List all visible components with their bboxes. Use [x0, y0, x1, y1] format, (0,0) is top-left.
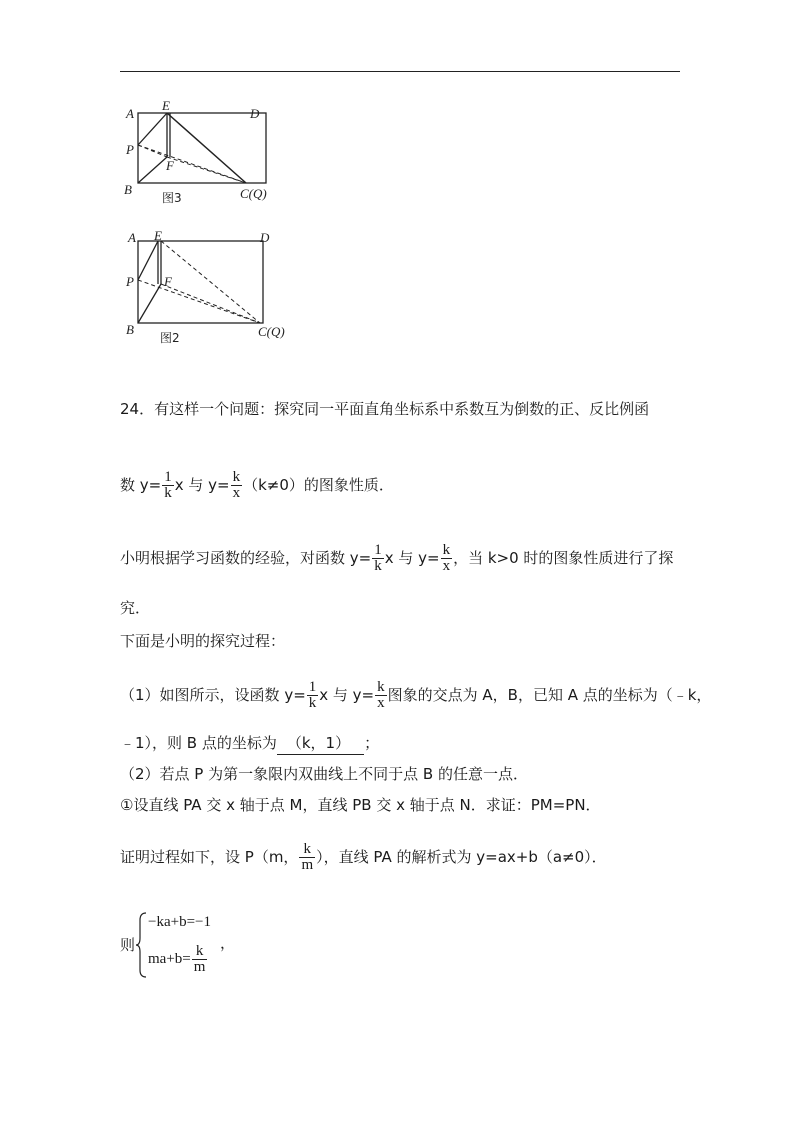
- fig2-label-D: D: [260, 230, 270, 245]
- fraction-numerator: 1: [164, 469, 172, 485]
- q24-line-2-text-b: x 与 y=: [174, 476, 230, 494]
- figure-3-diagram: [120, 100, 290, 210]
- system-row-2: [148, 944, 208, 975]
- q24-line-6-text-c: 图象的交点为 A，B，已知 A 点的坐标为（﹣k，: [387, 686, 712, 704]
- q24-line-3-text-b: x 与 y=: [384, 549, 440, 567]
- fraction-numerator: k: [377, 679, 385, 695]
- fig2-label-P: P: [126, 274, 134, 289]
- fig2-label-A: A: [128, 230, 136, 245]
- fraction-denominator: x: [232, 485, 241, 501]
- fraction-1-over-k: [307, 680, 319, 711]
- fraction-k-over-x: [231, 470, 243, 501]
- fig3-caption: 图3: [162, 191, 182, 205]
- q24-line-7-text-a: ﹣1），则 B 点的坐标为: [120, 734, 277, 752]
- fraction-denominator: k: [164, 485, 172, 501]
- fraction-denominator: k: [308, 695, 317, 711]
- q24-line-2-text-c: （k≠0）的图象性质．: [243, 476, 394, 494]
- fraction-denominator: m: [193, 959, 206, 975]
- fraction-k-over-m: [192, 944, 208, 975]
- fraction-numerator: k: [442, 542, 451, 558]
- fig3-label-B: B: [124, 182, 132, 197]
- system-tail: ，: [220, 934, 236, 952]
- q24-line-3-text-c: ，当 k>0 时的图象性质进行了探: [453, 549, 674, 567]
- figure-2-diagram: [120, 228, 290, 346]
- q24-line-3: [120, 543, 673, 574]
- fig2-label-E: E: [154, 228, 162, 243]
- fraction-denominator: k: [374, 558, 382, 574]
- q24-line-8: （2）若点 P 为第一象限内双曲线上不同于点 B 的任意一点．: [120, 765, 528, 783]
- fig3-label-A: A: [126, 106, 134, 121]
- q24-line-6-text-b: x 与 y=: [319, 686, 375, 704]
- q24-line-3-text-a: 小明根据学习函数的经验，对函数 y=: [120, 549, 372, 567]
- q24-line-5: 下面是小明的探究过程：: [120, 632, 286, 650]
- fraction-numerator: 1: [308, 679, 317, 695]
- figure-2: [120, 228, 290, 346]
- fraction-k-over-x: [441, 543, 453, 574]
- q24-line-7-text-c: ；: [364, 734, 380, 752]
- q24-line-1: 24．有这样一个问题：探究同一平面直角坐标系中系数互为倒数的正、反比例函: [120, 400, 650, 418]
- fraction-denominator: x: [442, 558, 451, 574]
- fraction-denominator: x: [377, 695, 385, 711]
- system-row-1: −ka+b=−1: [148, 914, 211, 930]
- fraction-1-over-k: [162, 470, 174, 501]
- fig2-label-B: B: [126, 322, 134, 337]
- fig3-label-D: D: [250, 106, 260, 121]
- fraction-numerator: k: [299, 842, 315, 858]
- fig3-label-F: F: [166, 158, 174, 173]
- q24-line-7: [120, 732, 379, 755]
- q24-line-6-text-a: （1）如图所示，设函数 y=: [120, 686, 306, 704]
- fig3-label-P: P: [126, 142, 134, 157]
- answer-blank: （k，1）: [277, 732, 364, 755]
- figure-3: [120, 100, 290, 210]
- q24-line-2-text-a: 数 y=: [120, 476, 162, 494]
- fig3-label-E: E: [162, 98, 170, 113]
- fraction-1-over-k: [372, 543, 384, 574]
- q24-line-2: [120, 470, 394, 501]
- fraction-k-over-x: [375, 680, 387, 711]
- q24-line-10-text-c: ），直线 PA 的解析式为 y=ax+b（a≠0）．: [316, 848, 607, 866]
- fig2-label-F: F: [164, 274, 172, 289]
- fraction-numerator: 1: [374, 542, 382, 558]
- fig2-label-C: C(Q): [258, 324, 285, 339]
- q24-line-10: [120, 842, 607, 873]
- q24-line-9: ①设直线 PA 交 x 轴于点 M，直线 PB 交 x 轴于点 N．求证：PM=PN．: [120, 796, 601, 814]
- fraction-numerator: k: [192, 944, 208, 960]
- q24-line-6: [120, 680, 711, 711]
- header-rule: [120, 71, 680, 72]
- q24-line-10-text-a: 证明过程如下，设 P（m，: [120, 848, 299, 866]
- q24-line-4: 究．: [120, 599, 151, 617]
- fig2-caption: 图2: [160, 331, 180, 345]
- system-row-2-text: ma+b=: [148, 950, 191, 967]
- left-brace-icon: [136, 912, 148, 978]
- system-label: 则: [120, 936, 136, 954]
- fraction-denominator: m: [301, 857, 314, 873]
- fraction-numerator: k: [232, 469, 241, 485]
- fig3-label-C: C(Q): [240, 186, 267, 201]
- fraction-k-over-m: [299, 842, 315, 873]
